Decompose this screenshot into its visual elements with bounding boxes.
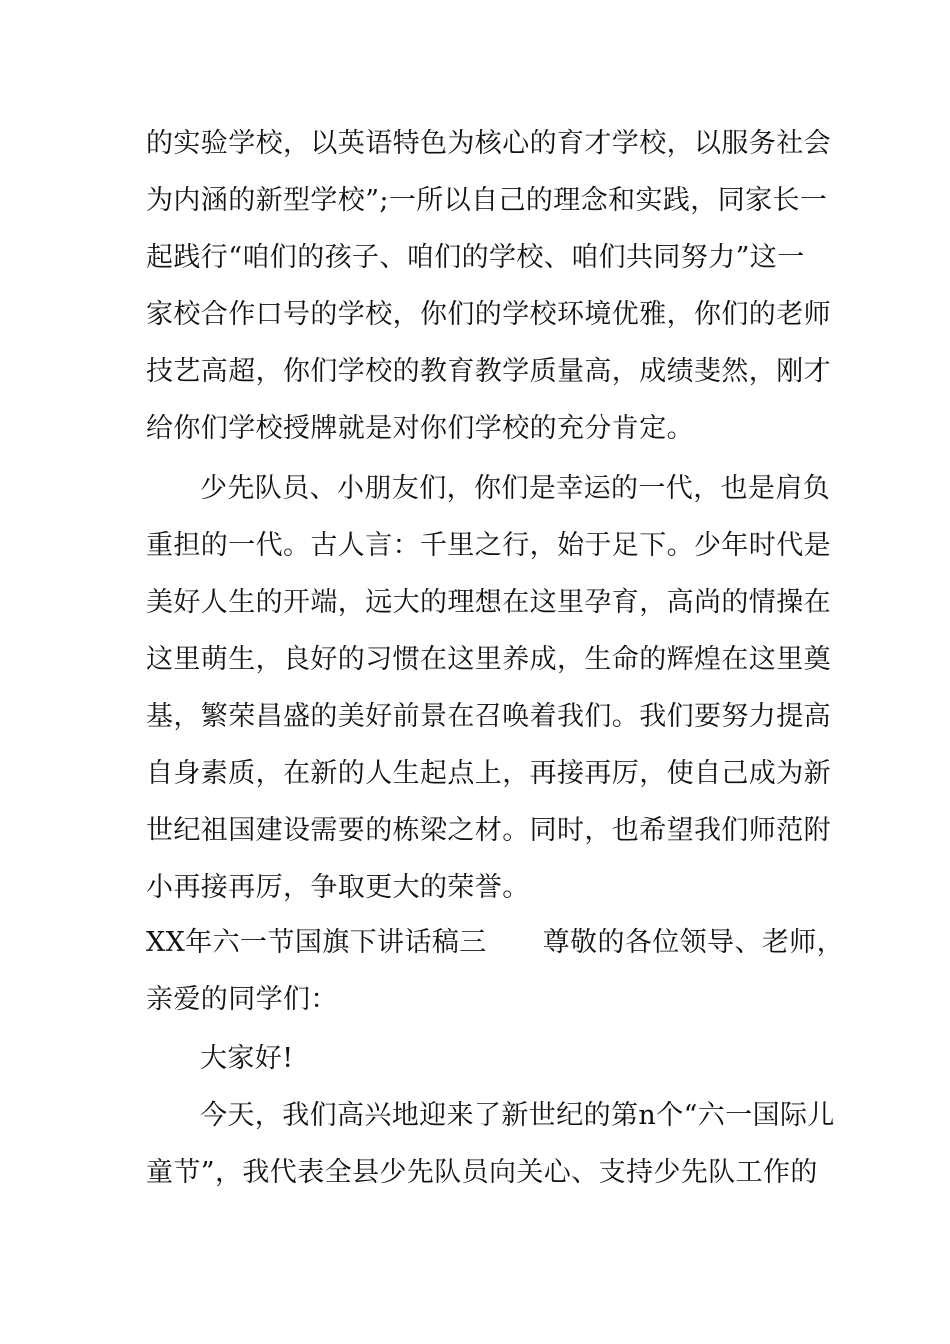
paragraph-line: 给你们学校授牌就是对你们学校的充分肯定。 bbox=[146, 413, 694, 444]
speech-heading bbox=[146, 914, 845, 1028]
salutation-line2: 亲爱的同学们： bbox=[146, 984, 338, 1015]
paragraph-line: 的实验学校，以英语特色为核心的育才学校，以服务社会 bbox=[146, 128, 831, 159]
paragraph-line: 技艺高超，你们学校的教育教学质量高，成绩斐然，刚才 bbox=[146, 356, 831, 387]
greeting-text: 大家好! bbox=[200, 1043, 294, 1074]
paragraph-line: 家校合作口号的学校，你们的学校环境优雅，你们的老师 bbox=[146, 299, 831, 330]
continuation-paragraph bbox=[146, 115, 831, 457]
paragraph-line: 美好人生的开端，远大的理想在这里孕育，高尚的情操在 bbox=[146, 587, 831, 618]
paragraph-line: 这里萌生，良好的习惯在这里养成，生命的辉煌在这里奠 bbox=[146, 644, 831, 675]
paragraph-line: 童节”，我代表全县少先队员向关心、支持少先队工作的 bbox=[146, 1157, 818, 1188]
speech-title: XX年六一节国旗下讲话稿三 bbox=[146, 927, 487, 958]
today-paragraph bbox=[146, 1087, 835, 1201]
paragraph-line: 起践行“咱们的孩子、咱们的学校、咱们共同努力”这一 bbox=[146, 242, 805, 273]
greeting-paragraph bbox=[146, 1030, 810, 1087]
paragraph-line: 为内涵的新型学校”;一所以自己的理念和实践，同家长一 bbox=[146, 185, 828, 216]
paragraph-line: 重担的一代。古人言：千里之行，始于足下。少年时代是 bbox=[146, 530, 831, 561]
paragraph-line: 小再接再厉，争取更大的荣誉。 bbox=[146, 872, 530, 903]
salutation-line1: 尊敬的各位领导、老师， bbox=[542, 927, 845, 958]
paragraph-line: 自身素质，在新的人生起点上，再接再厉，使自己成为新 bbox=[146, 758, 831, 789]
paragraph-line: 今天，我们高兴地迎来了新世纪的第n个“六一国际儿 bbox=[200, 1100, 835, 1131]
pioneers-paragraph bbox=[146, 460, 831, 916]
paragraph-line: 少先队员、小朋友们，你们是幸运的一代，也是肩负 bbox=[200, 473, 831, 504]
paragraph-line: 基，繁荣昌盛的美好前景在召唤着我们。我们要努力提高 bbox=[146, 701, 831, 732]
paragraph-line: 世纪祖国建设需要的栋梁之材。同时，也希望我们师范附 bbox=[146, 815, 831, 846]
title-line bbox=[146, 914, 845, 971]
